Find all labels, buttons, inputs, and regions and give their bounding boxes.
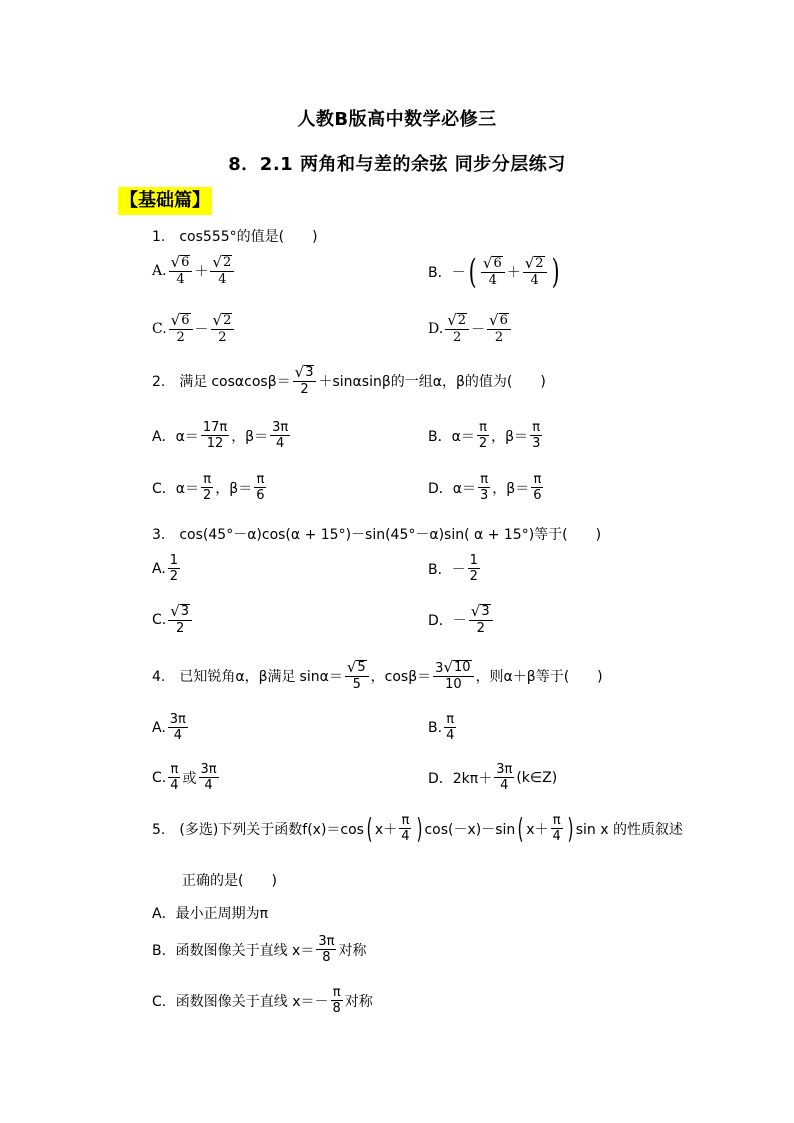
fraction: √ 2 2: [445, 313, 469, 345]
q3-option-b[interactable]: [428, 553, 482, 584]
beta-separator: ，β＝: [492, 480, 530, 497]
q1-a-label: A.: [152, 263, 167, 279]
q2-option-d[interactable]: [428, 472, 546, 503]
left-paren: (: [468, 252, 477, 292]
minus-sign: －: [194, 322, 209, 338]
fraction: √ 2 4: [523, 256, 547, 288]
x-plus: x＋: [526, 821, 549, 838]
fraction: 3 √ 10 10: [433, 660, 473, 692]
right-paren: ): [551, 252, 560, 292]
q4-cos-part: ，cosβ＝: [370, 669, 432, 685]
fraction: √ 3 2: [168, 604, 192, 636]
q5-b-tail: 对称: [338, 942, 367, 959]
q4-option-c[interactable]: [152, 762, 221, 793]
fraction: $\frac{17\pi}{12}$: [202, 420, 228, 451]
q1-option-b[interactable]: [428, 252, 562, 292]
q5-b-label: B．函数图像关于直线 x＝: [152, 942, 315, 959]
fraction: $\frac{\pi}{6}$: [533, 472, 542, 503]
fraction: $\frac{\pi}{4}$: [170, 762, 179, 793]
q2-number: 2. 满足: [152, 374, 208, 390]
q5-c-label: C．函数图像关于直线 x＝－: [152, 993, 329, 1010]
q3-stem: 3. cos(45°－α)cos(α + 15°)－sin(45°－α)sin( α + 15°)等于( ): [152, 527, 602, 543]
q4-option-d[interactable]: [428, 762, 557, 793]
q5-c-tail: 对称: [344, 993, 373, 1010]
q3-b-label: B．－: [428, 561, 466, 578]
q1-d-label: D.: [428, 321, 444, 337]
q5-option-b[interactable]: [152, 934, 366, 965]
fraction: $\frac{\pi}{2}$: [203, 472, 212, 503]
left-paren: (: [366, 811, 373, 845]
q4-option-b[interactable]: [428, 712, 458, 743]
q3-option-c[interactable]: [152, 604, 194, 636]
q1-stem: 1. cos555°的值是( ): [152, 229, 318, 245]
plus-sign: ＋: [194, 264, 209, 280]
q1-b-label: B．－: [428, 265, 466, 281]
minus-sign: －: [471, 322, 486, 338]
q2-b-label: B．α＝: [428, 428, 475, 445]
fraction: $\frac{\pi}{6}$: [256, 472, 265, 503]
fraction: $\frac{\pi}{4}$: [401, 813, 410, 844]
q4-d-tail: (k∈Z): [516, 769, 558, 786]
q3-d-label: D．－: [428, 613, 467, 629]
q4-b-label: B.: [428, 719, 443, 736]
fraction: $\frac{\pi}{2}$: [478, 420, 488, 451]
q5-mid: cos(－x)－sin: [424, 821, 516, 838]
q5-number: 5. (多选)下列关于函数f(x)＝cos: [152, 821, 364, 838]
beta-separator: ，β＝: [215, 480, 253, 497]
q4-number: 4. 已知锐角α，β满足: [152, 669, 296, 685]
q1-option-a[interactable]: [152, 255, 236, 287]
right-paren: ): [567, 811, 574, 845]
q4-option-a[interactable]: [152, 712, 190, 743]
document-subtitle: 8．2.1 两角和与差的余弦 同步分层练习: [228, 154, 566, 175]
fraction: $\frac{1}{2}$: [469, 553, 478, 584]
q5-stem-line2: 正确的是( ): [182, 873, 277, 889]
fraction: $\frac{3\pi}{8}$: [318, 934, 335, 965]
fraction: $\frac{3\pi}{4}$: [496, 762, 513, 793]
fraction: $\frac{\pi}{4}$: [552, 813, 561, 844]
section-tag-basic: 【基础篇】: [118, 187, 212, 215]
q4-c-label: C.: [152, 769, 167, 786]
q3-c-label: C.: [152, 612, 167, 628]
beta-separator: ，β＝: [491, 428, 529, 445]
q5-tail: sin x 的性质叙述: [575, 821, 683, 838]
q5-option-a[interactable]: A．最小正周期为π: [152, 906, 269, 922]
q2-a-label: A．α＝: [152, 428, 199, 445]
document-title: 人教B版高中数学必修三: [297, 109, 497, 130]
q2-tail: 的一组α，β的值为( ): [390, 374, 546, 390]
q2-sin-part: ＋sinαsinβ: [318, 374, 391, 390]
q4-d-label: D．2kπ＋: [428, 770, 493, 787]
fraction: √ 6 4: [481, 256, 505, 288]
q4-sin-part: sinα＝: [299, 669, 343, 685]
q5-option-c[interactable]: [152, 985, 373, 1016]
q3-option-a[interactable]: [152, 553, 182, 584]
fraction: √ 6 2: [487, 313, 511, 345]
q2-cos-part: cosαcosβ＝: [211, 374, 291, 390]
q1-c-label: C.: [152, 321, 167, 337]
q5-stem: [152, 813, 683, 844]
q2-option-b[interactable]: [428, 420, 544, 451]
q2-c-label: C．α＝: [152, 480, 200, 497]
q4-a-label: A.: [152, 719, 166, 736]
fraction: $\frac{\pi}{8}$: [332, 985, 341, 1016]
x-plus: x＋: [374, 821, 398, 838]
fraction: √ 2 2: [211, 313, 235, 345]
q4-c-or: 或: [182, 770, 197, 787]
fraction: $\frac{\pi}{3}$: [480, 472, 489, 503]
q2-stem: [152, 365, 546, 397]
plus-sign: ＋: [506, 265, 521, 281]
q1-option-d[interactable]: [428, 313, 513, 345]
q2-option-a[interactable]: [152, 420, 292, 451]
q3-a-label: A.: [152, 560, 166, 577]
fraction: $\frac{3\pi}{4}$: [169, 712, 186, 743]
fraction: √ 3 2: [293, 365, 317, 397]
q2-d-label: D．α＝: [428, 480, 477, 497]
fraction: √ 6 4: [169, 255, 193, 287]
fraction: $\frac{\pi}{3}$: [532, 420, 541, 451]
fraction: $\frac{\pi}{4}$: [446, 712, 455, 743]
q4-stem: [152, 660, 603, 692]
q1-option-c[interactable]: [152, 313, 236, 345]
q2-option-c[interactable]: [152, 472, 269, 503]
fraction: $\frac{1}{2}$: [169, 553, 179, 584]
fraction: √ 3 2: [469, 604, 493, 636]
fraction: √ 6 2: [169, 313, 193, 345]
fraction: √ 2 4: [210, 255, 234, 287]
fraction: $\frac{3\pi}{4}$: [272, 420, 289, 451]
fraction: √ 5 5: [345, 660, 369, 692]
beta-separator: ，β＝: [231, 428, 269, 445]
fraction: $\frac{3\pi}{4}$: [200, 762, 217, 793]
q4-tail: ，则α＋β等于( ): [475, 669, 603, 685]
right-paren: ): [415, 811, 422, 845]
left-paren: (: [517, 811, 524, 845]
q3-option-d[interactable]: [428, 604, 495, 636]
